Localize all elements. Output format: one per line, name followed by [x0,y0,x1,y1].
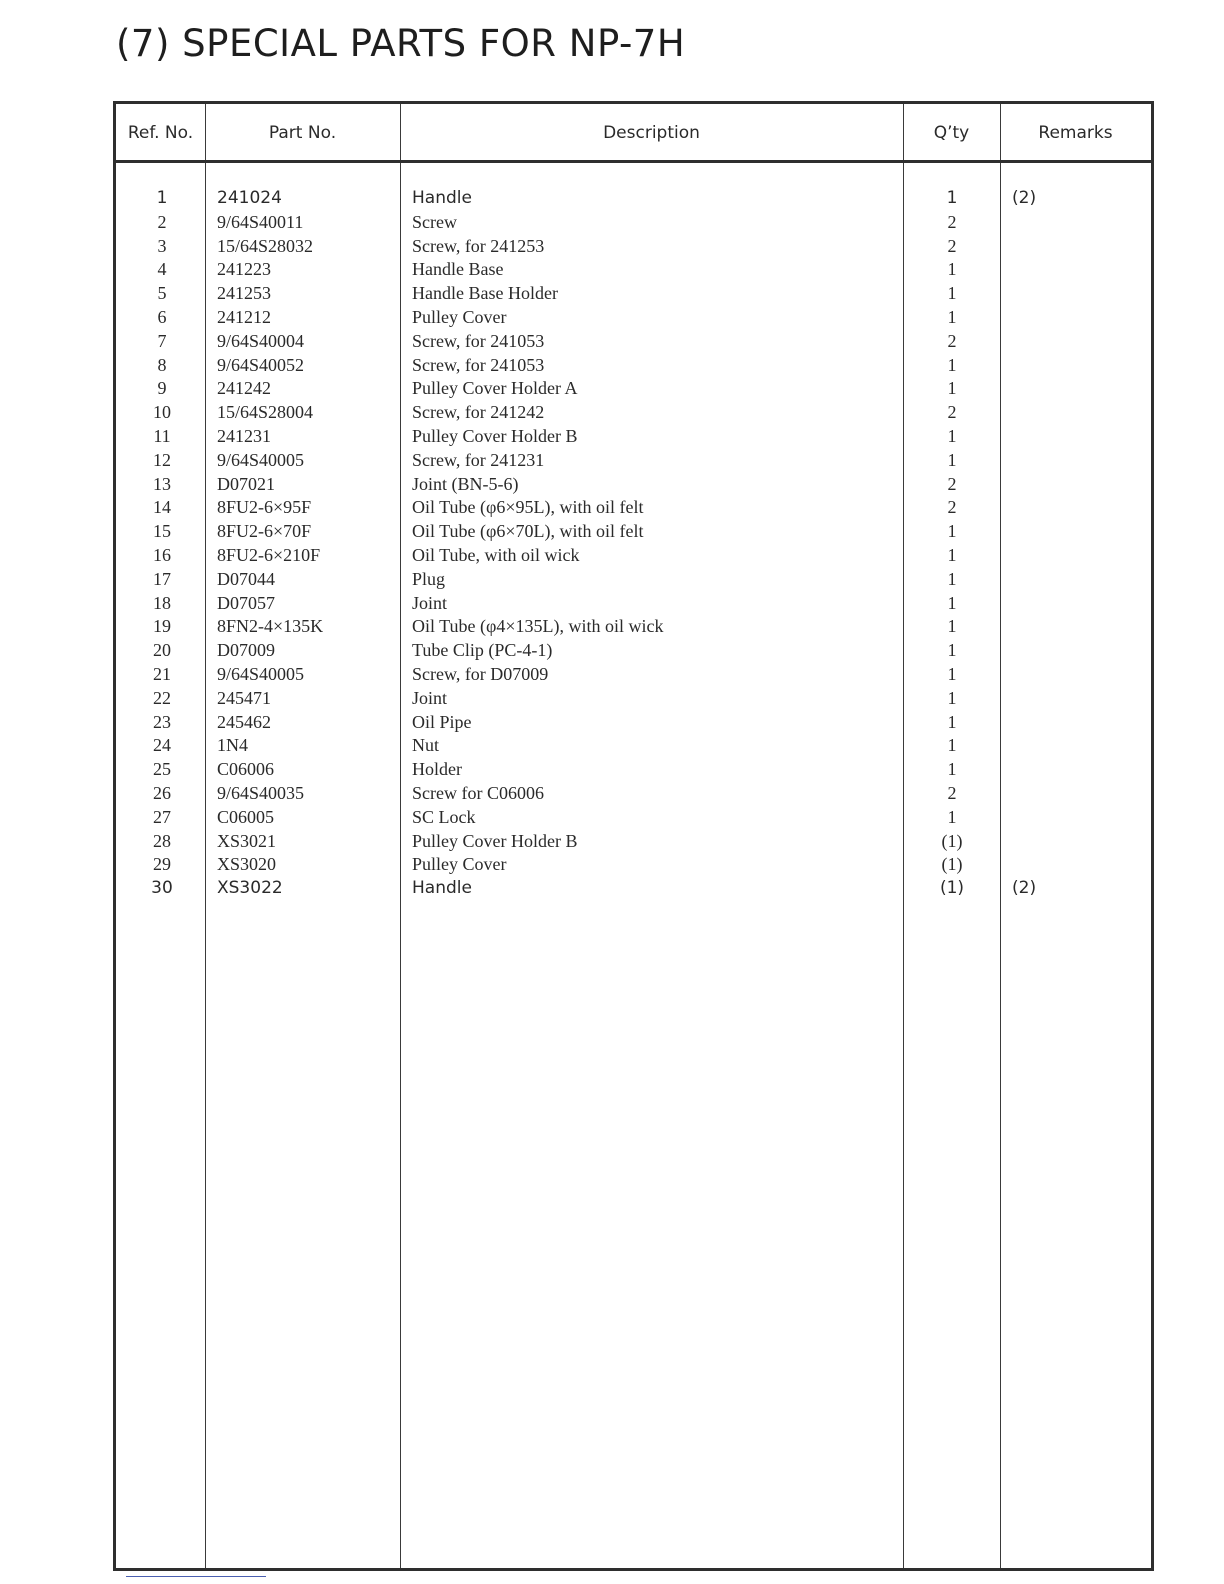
table-row [116,258,1151,282]
header-divider [116,160,1151,163]
table-row [116,711,1151,735]
quantity-cell: 2 [947,330,957,351]
quantity-cell: 1 [947,544,957,565]
header-part-no: Part No. [268,123,337,143]
table-row [116,663,1151,687]
description-cell: Handle [412,878,472,899]
quantity-cell: 2 [947,782,957,803]
description-cell: Screw, for 241053 [412,354,545,375]
table-row [116,330,1151,354]
table-row [116,187,1151,211]
table-row [116,639,1151,663]
table-row [116,449,1151,473]
description-cell: SC Lock [412,806,476,827]
description-cell: Oil Tube, with oil wick [412,544,580,565]
ref-no-cell: 23 [153,711,171,732]
ref-no-cell: 18 [153,592,171,613]
description-cell: Screw, for 241231 [412,449,545,470]
table-row [116,806,1151,830]
table-row [116,377,1151,401]
quantity-cell: 1 [947,663,957,684]
ref-no-cell: 27 [153,806,171,827]
remarks-cell: (2) [1012,188,1037,208]
ref-no-cell: 4 [157,259,167,280]
ref-no-cell: 2 [157,211,167,232]
quantity-cell: 2 [947,473,957,494]
description-cell: Screw, for 241053 [412,330,545,351]
part-no-cell: 245471 [217,687,271,708]
description-cell: Joint (BN-5-6) [412,473,519,494]
table-row [116,853,1151,877]
quantity-cell: 1 [947,687,957,708]
quantity-cell: (1) [941,854,963,875]
quantity-cell: 1 [947,306,957,327]
quantity-cell: (1) [941,830,963,851]
part-no-cell: 245462 [217,711,271,732]
ref-no-cell: 29 [153,854,171,875]
quantity-cell: 1 [947,425,957,446]
part-no-cell: 241223 [217,259,271,280]
ref-no-cell: 11 [153,425,171,446]
ref-no-cell: 26 [153,782,171,803]
table-row [116,687,1151,711]
table-row [116,877,1151,901]
part-no-cell: 8FU2-6×70F [217,521,312,542]
description-cell: Pulley Cover Holder B [412,830,578,851]
description-cell: Handle Base Holder [412,283,558,304]
part-no-cell: XS3020 [217,854,277,875]
ref-no-cell: 17 [153,568,171,589]
description-cell: Joint [412,592,448,613]
ref-no-cell: 30 [151,878,173,899]
quantity-cell: 1 [947,568,957,589]
header-ref-no: Ref. No. [127,123,194,143]
part-no-cell: XS3022 [217,878,283,899]
part-no-cell: 9/64S40005 [217,449,305,470]
quantity-cell: 1 [947,449,957,470]
ref-no-cell: 9 [157,378,167,399]
ref-no-cell: 21 [153,663,171,684]
part-no-cell: 9/64S40052 [217,354,305,375]
description-cell: Pulley Cover [412,306,507,327]
part-no-cell: 241231 [217,425,271,446]
ref-no-cell: 3 [157,235,167,256]
ref-no-cell: 12 [153,449,171,470]
part-no-cell: 241253 [217,283,271,304]
table-row [116,473,1151,497]
part-no-cell: 1N4 [217,735,248,756]
quantity-cell: (1) [939,878,965,899]
quantity-cell: 1 [947,378,957,399]
ref-no-cell: 16 [153,544,171,565]
description-cell: Screw for C06006 [412,782,544,803]
table-row [116,306,1151,330]
description-cell: Plug [412,568,446,589]
table-row [116,592,1151,616]
description-cell: Screw, for D07009 [412,663,549,684]
table-row [116,520,1151,544]
description-cell: Handle Base [412,259,504,280]
table-row [116,568,1151,592]
description-cell: Pulley Cover Holder B [412,425,578,446]
ref-no-cell: 22 [153,687,171,708]
ref-no-cell: 5 [157,283,167,304]
description-cell: Handle [412,188,472,208]
ref-no-cell: 8 [157,354,167,375]
quantity-cell: 1 [947,521,957,542]
part-no-cell: 9/64S40035 [217,782,305,803]
description-cell: Oil Pipe [412,711,472,732]
table-row [116,401,1151,425]
part-no-cell: D07044 [217,568,275,589]
table-row [116,782,1151,806]
ref-no-cell: 15 [153,521,171,542]
ref-no-cell: 28 [153,830,171,851]
ref-no-cell: 1 [156,188,168,208]
quantity-cell: 1 [947,640,957,661]
description-cell: Tube Clip (PC-4-1) [412,640,553,661]
quantity-cell: 1 [947,806,957,827]
part-no-cell: 15/64S28004 [217,402,314,423]
ref-no-cell: 13 [153,473,171,494]
description-cell: Screw [412,211,457,232]
description-cell: Pulley Cover Holder A [412,378,578,399]
description-cell: Oil Tube (φ4×135L), with oil wick [412,616,664,637]
description-cell: Pulley Cover [412,854,507,875]
description-cell: Screw, for 241242 [412,402,545,423]
part-no-cell: 15/64S28032 [217,235,314,256]
part-no-cell: 9/64S40004 [217,330,305,351]
part-no-cell: 241242 [217,378,271,399]
description-cell: Joint [412,687,448,708]
quantity-cell: 1 [946,188,958,208]
page-title: (7) SPECIAL PARTS FOR NP-7H [116,22,686,65]
part-no-cell: C06005 [217,806,275,827]
ref-no-cell: 7 [157,330,167,351]
header-description: Description [603,123,700,143]
quantity-cell: 1 [947,592,957,613]
table-row [116,615,1151,639]
ref-no-cell: 10 [153,402,171,423]
table-row [116,282,1151,306]
description-cell: Oil Tube (φ6×70L), with oil felt [412,521,644,542]
description-cell: Oil Tube (φ6×95L), with oil felt [412,497,644,518]
quantity-cell: 1 [947,616,957,637]
part-no-cell: 241212 [217,306,271,327]
header-quantity: Q’ty [933,123,970,143]
table-row [116,496,1151,520]
quantity-cell: 2 [947,402,957,423]
parts-rows [116,187,1151,901]
footer-rule [126,1576,266,1577]
quantity-cell: 1 [947,354,957,375]
quantity-cell: 1 [947,283,957,304]
quantity-cell: 1 [947,711,957,732]
part-no-cell: 9/64S40005 [217,663,305,684]
table-row [116,758,1151,782]
part-no-cell: 9/64S40011 [217,211,304,232]
quantity-cell: 1 [947,259,957,280]
ref-no-cell: 24 [153,735,171,756]
part-no-cell: D07057 [217,592,275,613]
quantity-cell: 2 [947,235,957,256]
description-cell: Holder [412,759,462,780]
quantity-cell: 2 [947,497,957,518]
table-row [116,235,1151,259]
table-row [116,211,1151,235]
ref-no-cell: 14 [153,497,171,518]
description-cell: Nut [412,735,439,756]
part-no-cell: D07021 [217,473,275,494]
quantity-cell: 1 [947,735,957,756]
ref-no-cell: 6 [157,306,167,327]
table-row [116,354,1151,378]
part-no-cell: 8FN2-4×135K [217,616,324,637]
table-row [116,830,1151,854]
ref-no-cell: 20 [153,640,171,661]
table-row [116,425,1151,449]
part-no-cell: D07009 [217,640,275,661]
part-no-cell: 241024 [217,188,282,208]
ref-no-cell: 25 [153,759,171,780]
part-no-cell: 8FU2-6×210F [217,544,321,565]
parts-table [113,101,1154,1571]
header-remarks: Remarks [1038,123,1113,143]
description-cell: Screw, for 241253 [412,235,545,256]
ref-no-cell: 19 [153,616,171,637]
part-no-cell: XS3021 [217,830,277,851]
remarks-cell: (2) [1012,878,1037,899]
table-row [116,734,1151,758]
quantity-cell: 2 [947,211,957,232]
part-no-cell: C06006 [217,759,275,780]
quantity-cell: 1 [947,759,957,780]
part-no-cell: 8FU2-6×95F [217,497,312,518]
table-row [116,544,1151,568]
